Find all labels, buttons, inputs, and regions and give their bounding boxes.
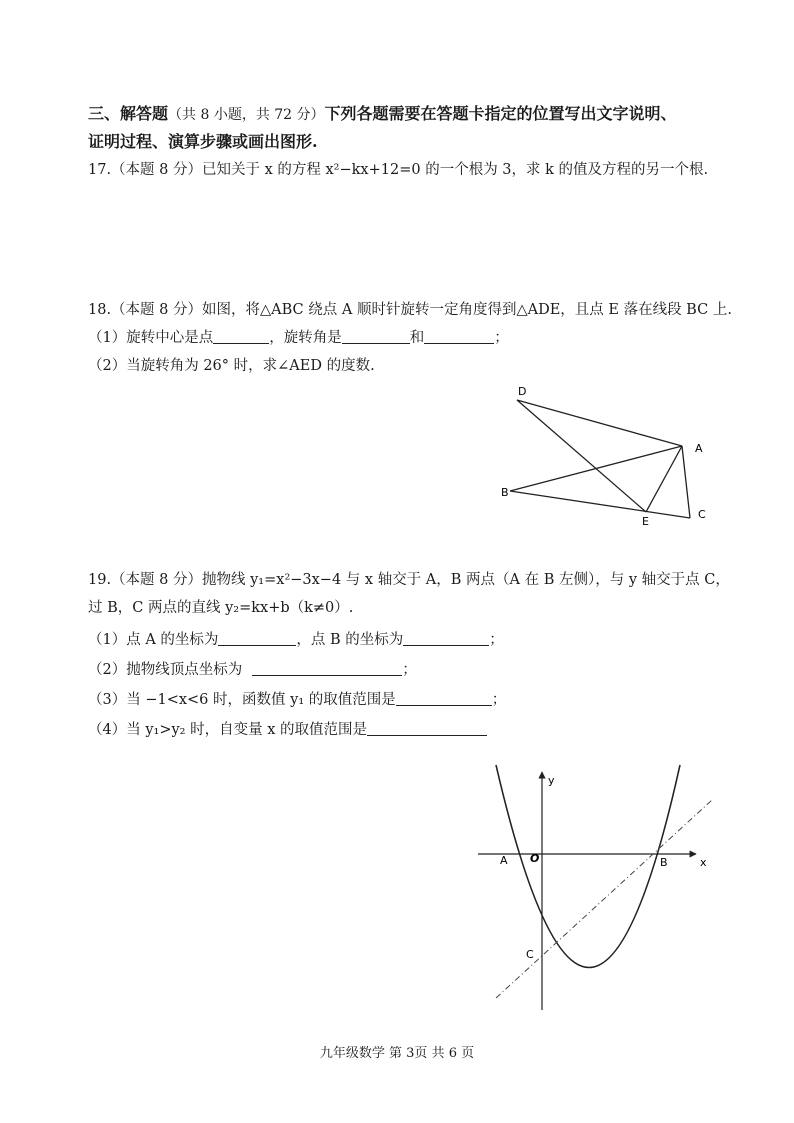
q18-p1-text-b: ，旋转角是 [269,330,342,346]
q18-p1-text-a: （1）旋转中心是点 [88,330,214,346]
q19-p1-text-a: （1）点 A 的坐标为 [88,632,219,648]
label-D: D [518,385,527,398]
answer-blank[interactable] [218,630,296,646]
label-B: B [501,486,509,499]
segment-BC [510,491,690,518]
question-19-part-4 [88,720,734,740]
label-A: A [500,854,508,867]
answer-blank[interactable] [403,630,489,646]
label-origin: O [530,852,540,865]
answer-blank[interactable] [342,328,410,344]
label-C: C [698,508,706,521]
q19-p1-text-c: ； [489,632,504,648]
q19-p2-text-a: （2）抛物线顶点坐标为 [88,662,243,678]
q18-p1-text-c: 和 [409,330,425,346]
section-score-note: （共 8 小题，共 72 分） [168,107,325,123]
triangle-lines [510,400,690,518]
label-B: B [660,856,668,869]
section-instruction-1: 下列各题需要在答题卡指定的位置写出文字说明、 [324,104,677,123]
q19-p2-text-b: ； [402,662,417,678]
question-17: 17.（本题 8 分）已知关于 x 的方程 x²−kx+12=0 的一个根为 3，求 k 的值及方程的另一个根. [88,162,709,178]
question-19-stem-1: 19.（本题 8 分）抛物线 y₁=x²−3x−4 与 x 轴交于 A，B 两点（A 在 B 左侧），与 y 轴交于点 C， [88,572,730,588]
q19-p3-text-a: （3）当 −1<x<6 时，函数值 y₁ 的取值范围是 [88,692,396,708]
q19-p4-text-a: （4）当 y₁>y₂ 时，自变量 x 的取值范围是 [88,722,367,738]
answer-blank[interactable] [396,690,492,706]
answer-blank[interactable] [424,328,494,344]
q18-p1-text-d: ； [494,330,509,346]
question-19-part-2 [88,660,734,680]
question-18-part-1 [88,328,734,348]
parabola-graph-figure [470,760,720,1020]
segment-DA [517,400,682,446]
question-19-part-1 [88,630,734,650]
question-19-part-3 [88,690,734,710]
q19-p3-text-b: ； [491,692,507,708]
question-18-part-2: （2）当旋转角为 26° 时，求∠AED 的度数. [88,358,375,374]
answer-blank[interactable] [252,660,402,676]
line-y2 [496,800,712,998]
section-title: 三、解答题 [88,104,169,123]
q19-p1-text-b: ，点 B 的坐标为 [296,632,404,648]
page-footer: 九年级数学 第 3页 共 6 页 [319,1046,475,1061]
section-instruction-2: 证明过程、演算步骤或画出图形. [88,132,318,151]
triangle-rotation-figure [490,378,720,528]
segment-AE [646,446,682,512]
label-A: A [695,442,703,455]
question-19-stem-2: 过 B，C 两点的直线 y₂=kx+b（k≠0）. [88,600,354,616]
label-x-axis: x [700,856,707,869]
label-C: C [526,948,534,961]
answer-blank[interactable] [367,720,487,736]
segment-BA [510,446,682,491]
question-18-stem: 18.（本题 8 分）如图，将△ABC 绕点 A 顺时针旋转一定角度得到△ADE，且点 E 落在线段 BC 上. [88,302,732,318]
parabola-curve [496,765,680,968]
section-heading [88,104,734,125]
segment-AC [682,446,690,518]
label-E: E [642,515,649,528]
label-y-axis: y [548,774,555,787]
answer-blank[interactable] [213,328,269,344]
